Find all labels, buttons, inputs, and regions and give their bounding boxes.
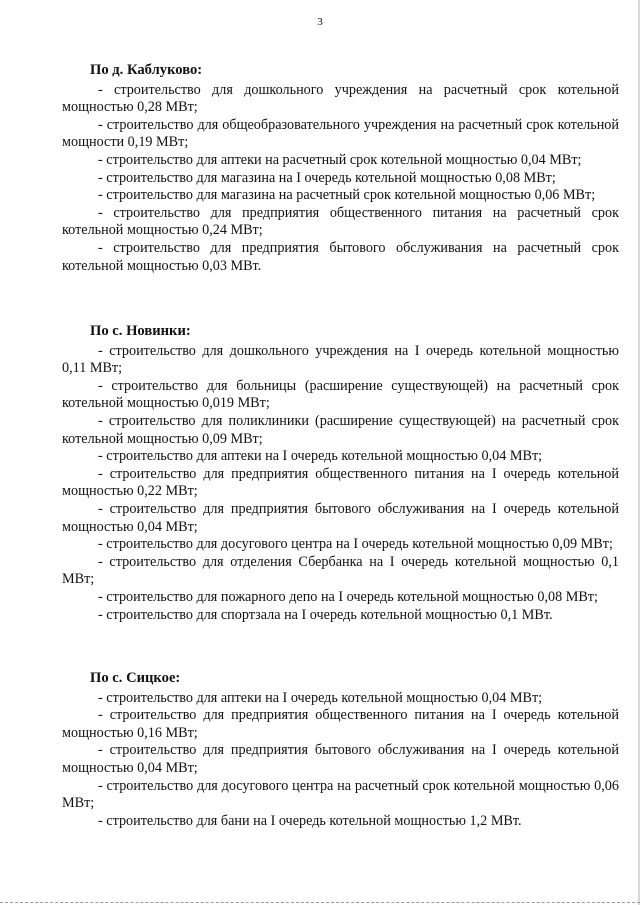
list-item: - строительство для отделения Сбербанка на I очередь котельной мощностью 0,1 МВт; bbox=[62, 553, 619, 588]
list-item: - строительство для досугового центра на расчетный срок котельной мощностью 0,06 МВт; bbox=[62, 777, 619, 812]
list-item: - строительство для досугового центра на I очередь котельной мощностью 0,09 МВт; bbox=[98, 536, 613, 553]
list-item: - строительство для предприятия бытового обслуживания на I очередь котельной мощностью 0,04 МВт; bbox=[62, 500, 619, 535]
list-item: - строительство для больницы (расширение существующей) на расчетный срок котельной мощностью 0,019 МВт; bbox=[62, 377, 619, 412]
list-item: - строительство для предприятия общественного питания на I очередь котельной мощностью 0,16 МВт; bbox=[62, 707, 619, 741]
page-number: 3 bbox=[317, 16, 323, 28]
list-item: - строительство для поликлиники (расширение существующей) на расчетный срок котельной мощностью 0,09 МВт; bbox=[62, 412, 619, 447]
list-item: - строительство для аптеки на расчетный срок котельной мощностью 0,04 МВт; bbox=[98, 151, 582, 168]
list-item: - строительство для спортзала на I очередь котельной мощностью 0,1 МВт. bbox=[98, 606, 553, 623]
list-item: - строительство для аптеки на I очередь котельной мощностью 0,04 МВт; bbox=[98, 448, 543, 465]
list-item: - строительство для дошкольного учреждения на I очередь котельной мощностью 0,11 МВт; bbox=[62, 342, 619, 377]
list-item: - строительство для магазина на расчетный срок котельной мощностью 0,06 МВт; bbox=[98, 187, 596, 204]
bottom-scan-line bbox=[0, 902, 640, 903]
section-kablukovo bbox=[62, 62, 619, 275]
section-novinki bbox=[62, 323, 619, 624]
list-item: - строительство для пожарного депо на I очередь котельной мощностью 0,08 МВт; bbox=[98, 588, 598, 605]
section-heading: По с. Сицкое: bbox=[90, 670, 181, 686]
list-item: - строительство для магазина на I очередь котельной мощностью 0,08 МВт; bbox=[98, 169, 556, 186]
section-heading: По с. Новинки: bbox=[90, 323, 191, 339]
list-item: - строительство для дошкольного учреждения на расчетный срок котельной мощностью 0,28 МВт; bbox=[62, 81, 619, 116]
list-item: - строительство для предприятия общественного питания на расчетный срок котельной мощностью 0,24 МВт; bbox=[62, 204, 619, 239]
list-item: - строительство для общеобразовательного учреждения на расчетный срок котельной мощности 0,19 МВт; bbox=[62, 116, 619, 151]
list-item: - строительство для аптеки на I очередь котельной мощностью 0,04 МВт; bbox=[98, 689, 543, 706]
list-item: - строительство для бани на I очередь котельной мощностью 1,2 МВт. bbox=[98, 812, 522, 829]
section-sitskoe bbox=[62, 670, 619, 830]
list-item: - строительство для предприятия общественного питания на I очередь котельной мощностью 0,22 МВт; bbox=[62, 465, 619, 500]
list-item: - строительство для предприятия бытового обслуживания на I очередь котельной мощностью 0,04 МВт; bbox=[62, 742, 619, 776]
section-heading: По д. Каблуково: bbox=[90, 62, 203, 78]
list-item: - строительство для предприятия бытового обслуживания на расчетный срок котельной мощностью 0,03 МВт. bbox=[62, 239, 619, 274]
